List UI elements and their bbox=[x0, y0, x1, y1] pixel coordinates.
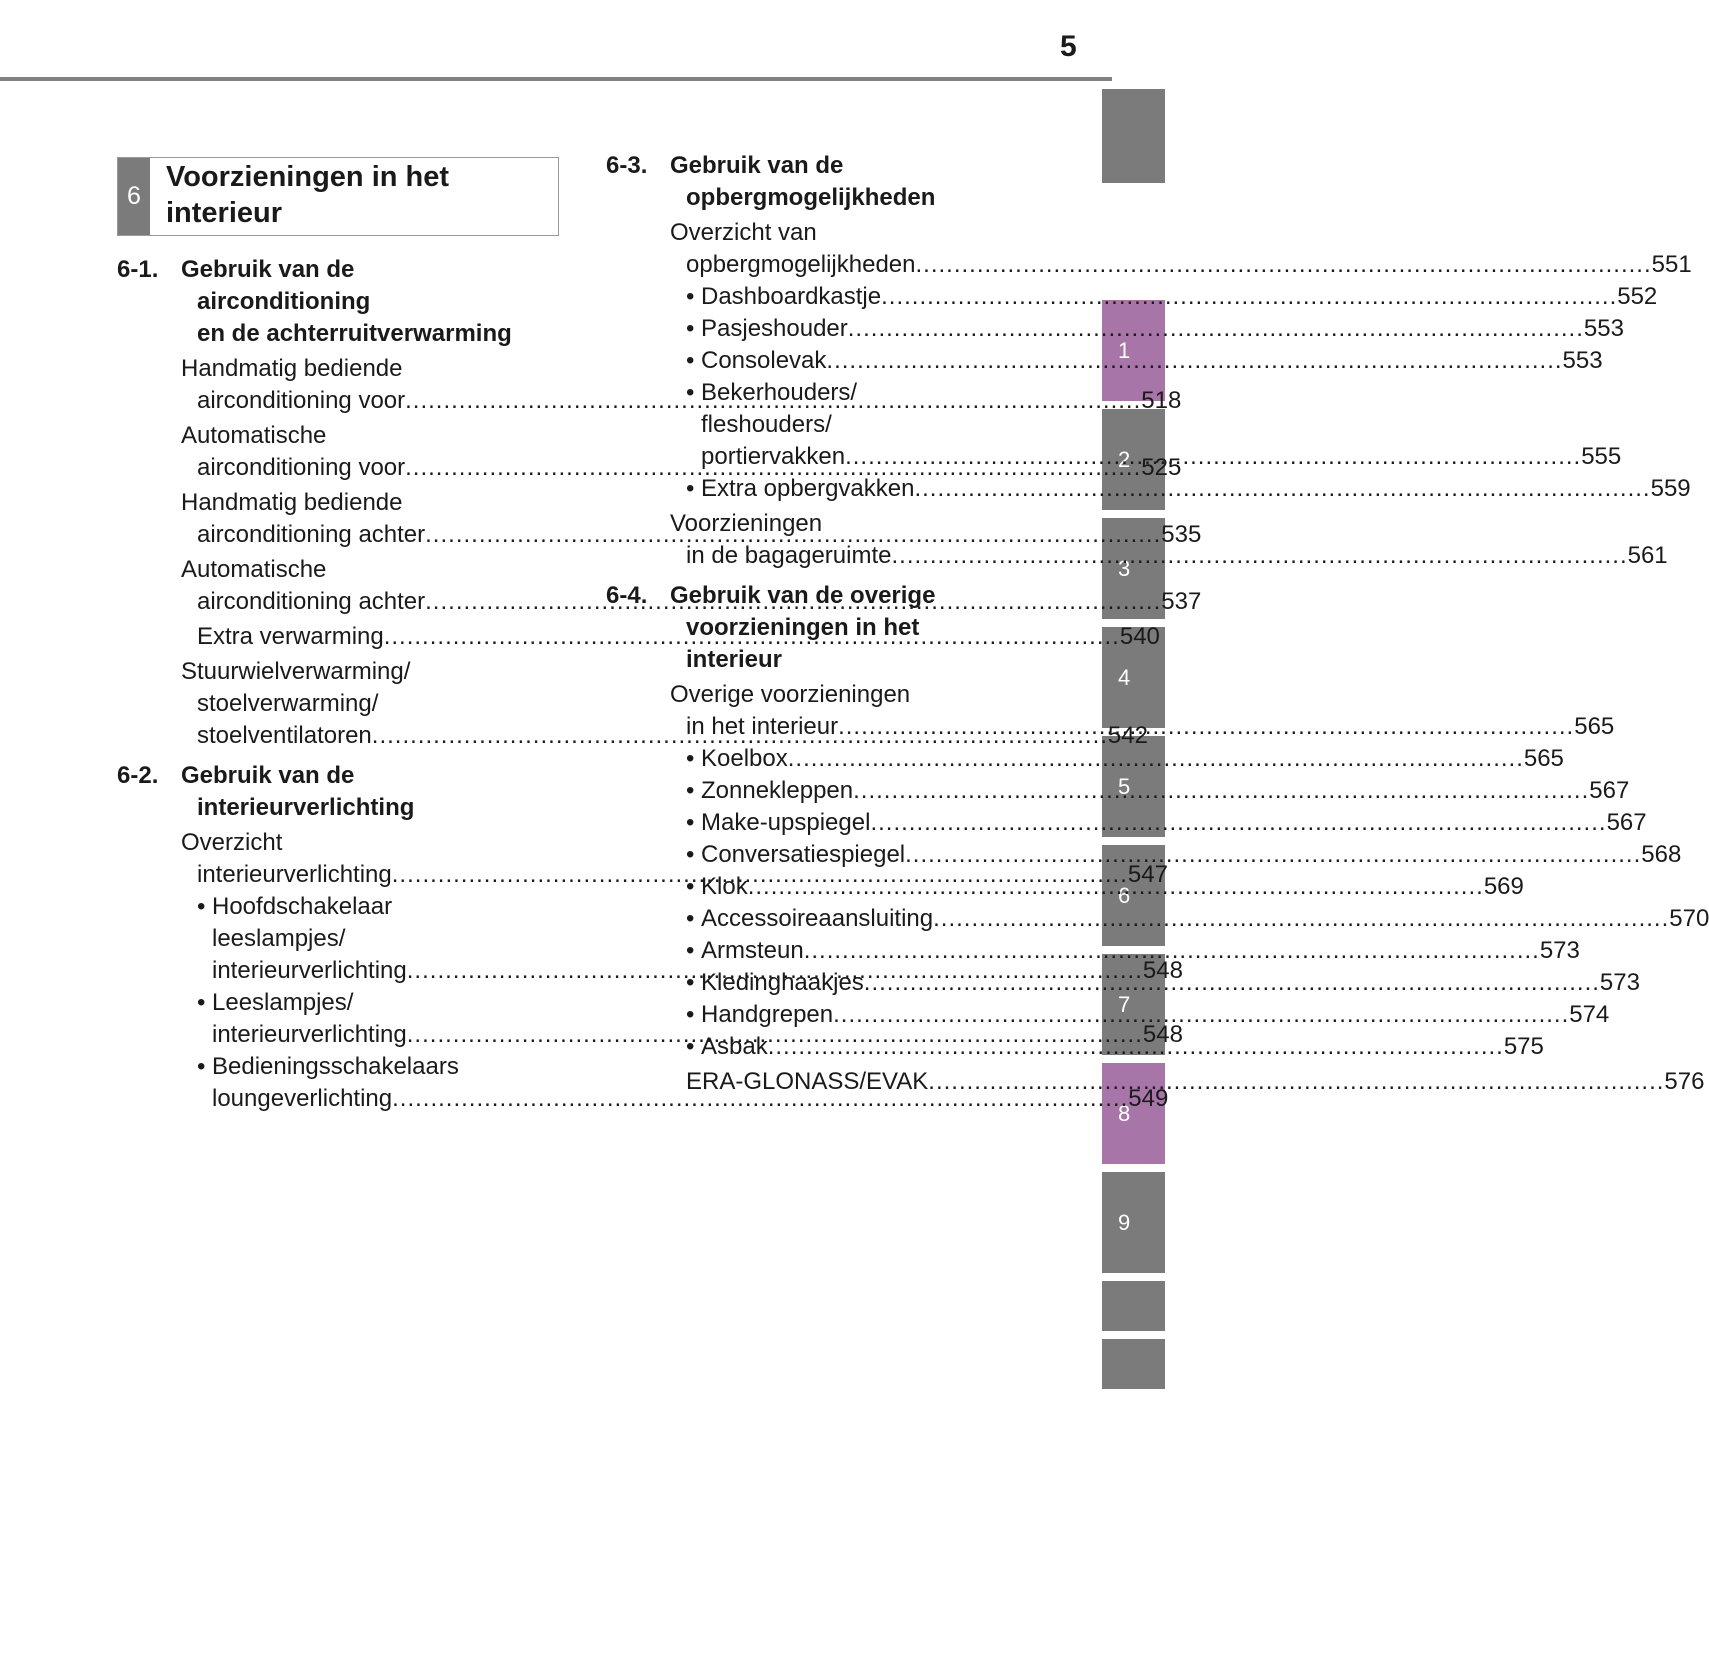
entry-text: airconditioning voor bbox=[197, 454, 406, 481]
toc-bullet-entry[interactable] bbox=[686, 345, 1603, 377]
leader-dots bbox=[833, 999, 1569, 1031]
toc-entry[interactable] bbox=[670, 217, 1692, 281]
entry-text: Zonnekleppen bbox=[701, 777, 854, 804]
entry-text: Overige voorzieningen bbox=[670, 681, 911, 708]
page-ref: 552 bbox=[1617, 283, 1658, 310]
entry-text: Make-upspiegel bbox=[701, 809, 871, 836]
entry-text: Bedieningsschakelaars bbox=[212, 1053, 459, 1080]
section-title: Gebruik van de interieurverlichting bbox=[181, 762, 415, 821]
entry-text: Kledinghaakjes bbox=[701, 969, 864, 996]
page-ref: 525 bbox=[1141, 454, 1182, 481]
bullet-mark: • bbox=[686, 969, 695, 996]
entry-text: airconditioning voor bbox=[197, 387, 406, 414]
page-ref: 535 bbox=[1161, 521, 1202, 548]
section-number: 6-3. bbox=[606, 152, 648, 179]
entry-text: Handgrepen bbox=[701, 1001, 834, 1028]
entry-text: Extra opbergvakken bbox=[701, 475, 915, 502]
page-ref: 555 bbox=[1581, 443, 1622, 470]
leader-dots bbox=[870, 807, 1606, 839]
toc-bullet-entry[interactable] bbox=[686, 473, 1691, 505]
page-ref: 567 bbox=[1589, 777, 1630, 804]
page-ref: 576 bbox=[1664, 1068, 1705, 1095]
leader-dots bbox=[804, 935, 1540, 967]
leader-dots bbox=[916, 249, 1652, 281]
section-heading bbox=[117, 760, 545, 824]
page-ref: 570 bbox=[1669, 905, 1709, 932]
bullet-mark: • bbox=[686, 1033, 695, 1060]
bullet-mark: • bbox=[686, 379, 695, 406]
leader-dots bbox=[768, 1031, 1504, 1063]
entry-text: Hoofdschakelaar leeslampjes/ bbox=[212, 893, 393, 952]
page-ref: 575 bbox=[1503, 1033, 1544, 1060]
entry-text: Conversatiespiegel bbox=[701, 841, 906, 868]
bullet-mark: • bbox=[686, 315, 695, 342]
bullet-mark: • bbox=[686, 937, 695, 964]
bullet-mark: • bbox=[686, 1001, 695, 1028]
entry-text: in het interieur bbox=[686, 713, 839, 740]
leader-dots bbox=[928, 1066, 1664, 1098]
page-ref: 540 bbox=[1119, 623, 1160, 650]
side-tab-3[interactable]: 3 bbox=[1102, 518, 1165, 619]
entry-text: Dashboardkastje bbox=[701, 283, 882, 310]
entry-text: Extra verwarming bbox=[197, 623, 384, 650]
page-ref: 537 bbox=[1161, 588, 1202, 615]
side-tab-8[interactable]: 8 bbox=[1102, 1063, 1165, 1164]
side-tab-5[interactable]: 5 bbox=[1102, 736, 1165, 837]
entry-text: Stuurwielverwarming/ stoelverwarming/ bbox=[181, 658, 411, 717]
side-tab-2[interactable]: 2 bbox=[1102, 409, 1165, 510]
entry-text: opbergmogelijkheden bbox=[686, 251, 916, 278]
toc-entry[interactable] bbox=[670, 1066, 1705, 1098]
entry-text: Klok bbox=[701, 873, 748, 900]
bullet-mark: • bbox=[197, 989, 206, 1016]
entry-text: Accessoireaansluiting bbox=[701, 905, 934, 932]
entry-text: Automatische bbox=[181, 556, 327, 583]
bullet-mark: • bbox=[686, 347, 695, 374]
page-ref: 565 bbox=[1523, 745, 1564, 772]
side-tab-9[interactable]: 9 bbox=[1102, 1172, 1165, 1273]
page-ref: 551 bbox=[1651, 251, 1692, 278]
entry-text: Asbak bbox=[701, 1033, 768, 1060]
entry-text: stoelventilatoren bbox=[197, 722, 372, 749]
chapter-header bbox=[117, 157, 559, 236]
bullet-mark: • bbox=[686, 873, 695, 900]
bullet-mark: • bbox=[686, 841, 695, 868]
section-heading bbox=[117, 254, 545, 350]
page-ref: 549 bbox=[1128, 1085, 1169, 1112]
entry-text: loungeverlichting bbox=[212, 1085, 393, 1112]
page-ref: 548 bbox=[1142, 957, 1183, 984]
toc-bullet-entry[interactable] bbox=[686, 281, 1658, 313]
bullet-mark: • bbox=[686, 905, 695, 932]
entry-text: Pasjeshouder bbox=[701, 315, 848, 342]
toc-bullet-entry[interactable] bbox=[686, 935, 1580, 967]
page-ref: 565 bbox=[1574, 713, 1615, 740]
leader-dots bbox=[748, 871, 1484, 903]
section-number: 6-4. bbox=[606, 582, 648, 609]
section-number: 6-1. bbox=[117, 256, 159, 283]
entry-text: airconditioning achter bbox=[197, 521, 426, 548]
leader-dots bbox=[853, 775, 1589, 807]
toc-entry[interactable] bbox=[181, 621, 1160, 653]
toc-bullet-entry[interactable] bbox=[686, 903, 1709, 935]
section-heading bbox=[606, 580, 1034, 676]
toc-bullet-entry[interactable] bbox=[686, 313, 1624, 345]
side-tab-blank-top[interactable] bbox=[1102, 89, 1165, 183]
page-ref: 548 bbox=[1142, 1021, 1183, 1048]
page-ref: 573 bbox=[1539, 937, 1580, 964]
bullet-mark: • bbox=[686, 809, 695, 836]
page-ref: 553 bbox=[1562, 347, 1603, 374]
leader-dots bbox=[933, 903, 1669, 935]
page-ref: 559 bbox=[1650, 475, 1691, 502]
side-tab-7[interactable]: 7 bbox=[1102, 954, 1165, 1055]
leader-dots bbox=[864, 967, 1600, 999]
section-title: Gebruik van de airconditioning en de achterruitverwarming bbox=[181, 256, 512, 347]
leader-dots bbox=[838, 711, 1574, 743]
side-tab-blank-11[interactable] bbox=[1102, 1339, 1165, 1389]
side-tab-blank-10[interactable] bbox=[1102, 1281, 1165, 1331]
page-ref: 573 bbox=[1599, 969, 1640, 996]
entry-text: airconditioning achter bbox=[197, 588, 426, 615]
leader-dots bbox=[788, 743, 1524, 775]
entry-text: Automatische bbox=[181, 422, 327, 449]
side-tab-1[interactable]: 1 bbox=[1102, 300, 1165, 401]
leader-dots bbox=[914, 473, 1650, 505]
toc-bullet-entry[interactable] bbox=[686, 999, 1610, 1031]
bullet-mark: • bbox=[197, 893, 206, 920]
entry-text: Koelbox bbox=[701, 745, 788, 772]
leader-dots bbox=[881, 281, 1617, 313]
section-title: Gebruik van de overige voorzieningen in het interieur bbox=[670, 582, 936, 673]
entry-text: Voorzieningen bbox=[670, 510, 823, 537]
entry-text: Leeslampjes/ bbox=[212, 989, 354, 1016]
page-ref: 561 bbox=[1627, 542, 1668, 569]
entry-text: in de bagageruimte bbox=[686, 542, 892, 569]
bullet-mark: • bbox=[686, 777, 695, 804]
page-ref: 547 bbox=[1127, 861, 1168, 888]
page-ref: 518 bbox=[1141, 387, 1182, 414]
toc-bullet-entry[interactable] bbox=[686, 775, 1630, 807]
leader-dots bbox=[845, 441, 1581, 473]
entry-text: interieurverlichting bbox=[212, 1021, 407, 1048]
entry-text: Consolevak bbox=[701, 347, 827, 374]
chapter-title: Voorzieningen in het interieur bbox=[166, 161, 450, 229]
section-number: 6-2. bbox=[117, 762, 159, 789]
chapter-number: 6 bbox=[118, 158, 150, 235]
leader-dots bbox=[905, 839, 1641, 871]
entry-text: Overzicht bbox=[181, 829, 283, 856]
entry-text: portiervakken bbox=[701, 443, 846, 470]
toc-bullet-entry[interactable] bbox=[686, 839, 1682, 871]
section-title: Gebruik van de opbergmogelijkheden bbox=[670, 152, 936, 211]
toc-bullet-entry[interactable] bbox=[686, 743, 1564, 775]
page-ref: 568 bbox=[1641, 841, 1682, 868]
section-heading bbox=[606, 150, 1034, 214]
entry-text: Armsteun bbox=[701, 937, 804, 964]
bullet-mark: • bbox=[686, 283, 695, 310]
leader-dots bbox=[848, 313, 1584, 345]
leader-dots bbox=[826, 345, 1562, 377]
entry-text: interieurverlichting bbox=[197, 861, 392, 888]
bullet-mark: • bbox=[686, 745, 695, 772]
page-ref: 567 bbox=[1606, 809, 1647, 836]
entry-text: Overzicht van bbox=[670, 219, 817, 246]
bullet-mark: • bbox=[197, 1053, 206, 1080]
entry-text: Handmatig bediende bbox=[181, 355, 403, 382]
page-ref: 569 bbox=[1483, 873, 1524, 900]
page-ref: 542 bbox=[1107, 722, 1148, 749]
bullet-mark: • bbox=[686, 475, 695, 502]
entry-text: ERA-GLONASS/EVAK bbox=[686, 1068, 929, 1095]
header-rule bbox=[0, 77, 1112, 81]
side-tab-4[interactable]: 4 bbox=[1102, 627, 1165, 728]
entry-text: Handmatig bediende bbox=[181, 489, 403, 516]
page-ref: 553 bbox=[1583, 315, 1624, 342]
entry-text: Bekerhouders/ fleshouders/ bbox=[701, 379, 858, 438]
page-ref: 574 bbox=[1569, 1001, 1610, 1028]
side-tab-6[interactable]: 6 bbox=[1102, 845, 1165, 946]
entry-text: interieurverlichting bbox=[212, 957, 407, 984]
toc-bullet-entry[interactable] bbox=[686, 807, 1647, 839]
leader-dots bbox=[891, 540, 1627, 572]
page-number: 5 bbox=[1060, 30, 1077, 63]
